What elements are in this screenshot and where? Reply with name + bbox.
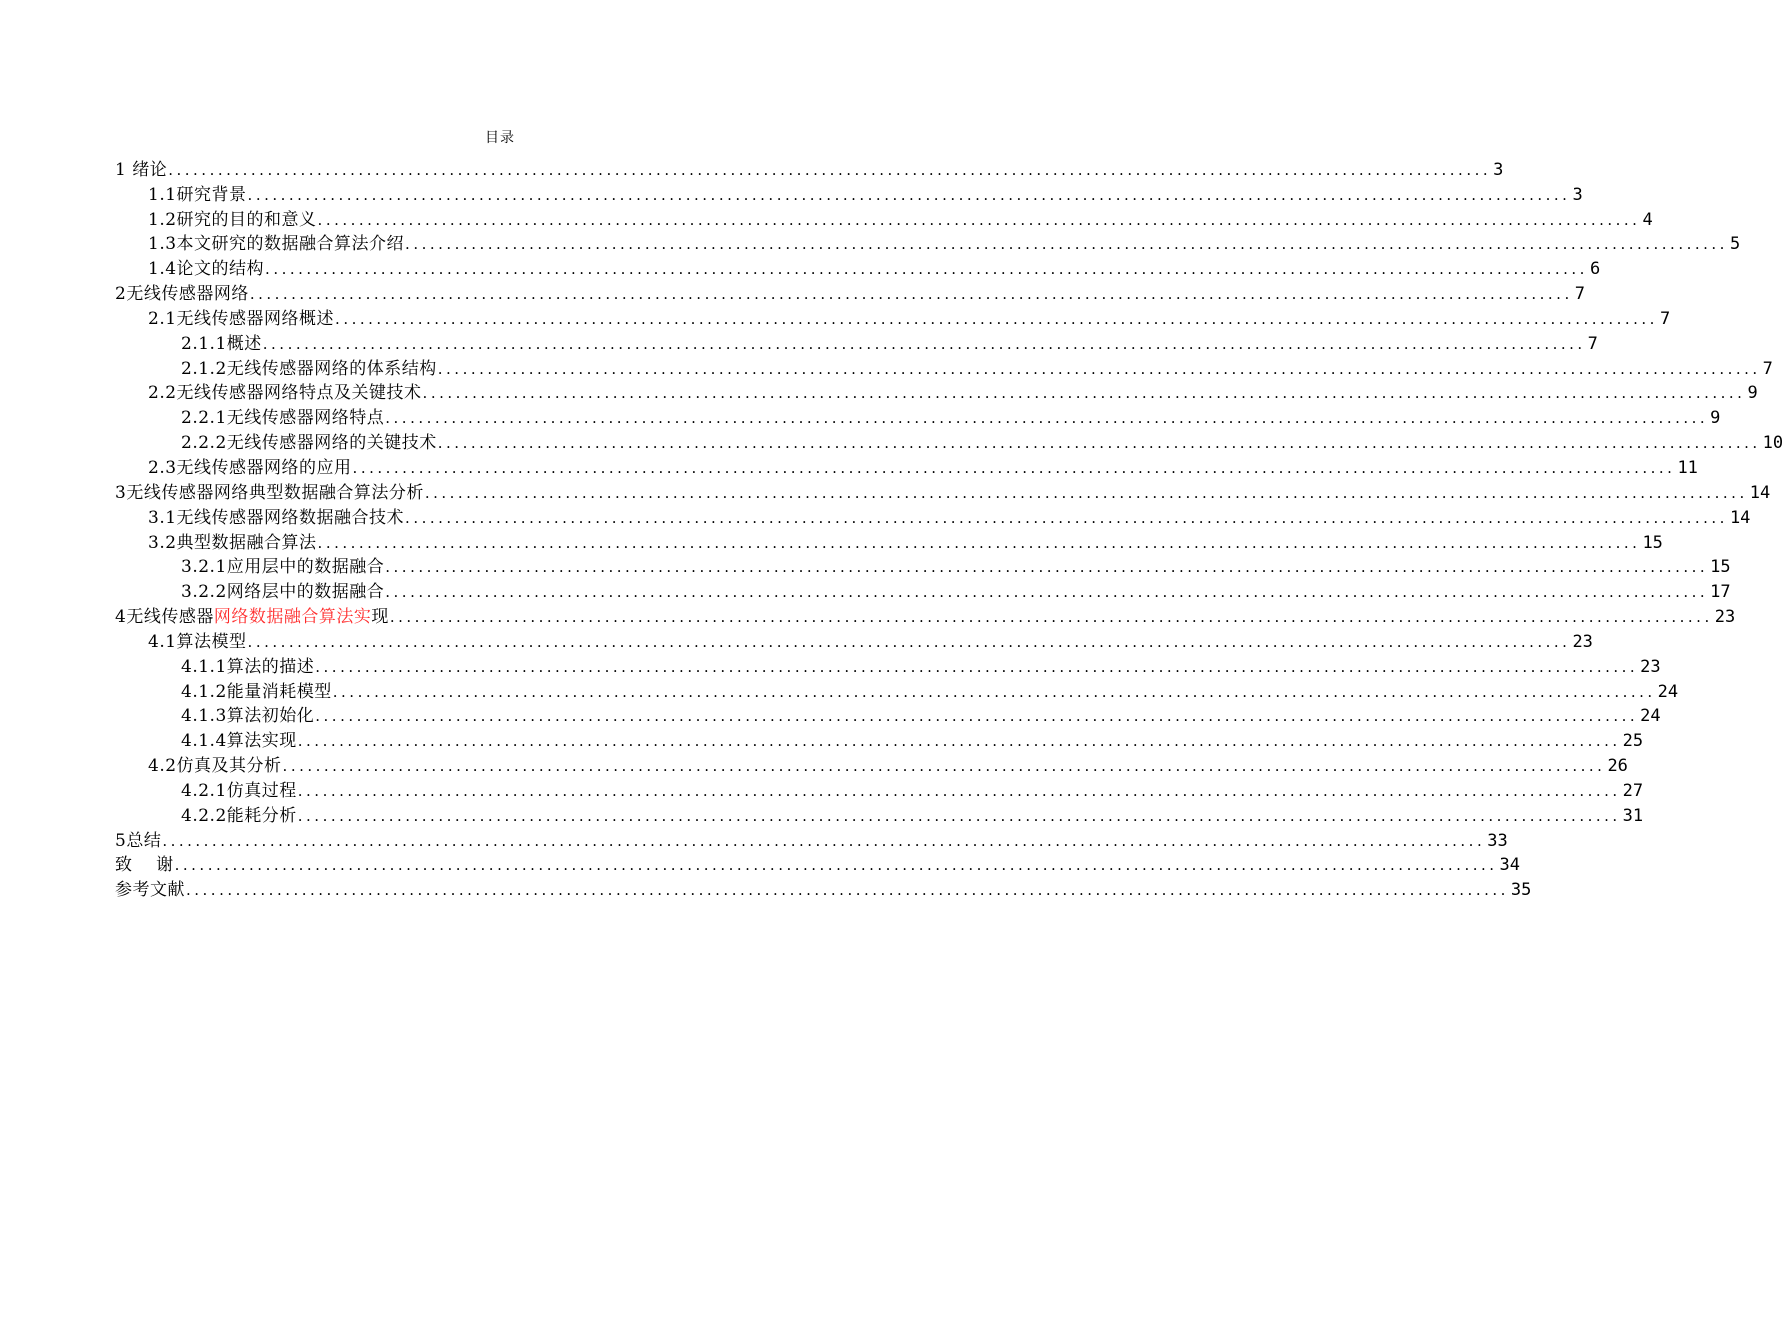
toc-leader-dots: ................................................................................................................................................................ (247, 632, 1571, 651)
toc-entry-label-highlight: 网络数据融合算法实 (213, 607, 372, 628)
toc-entry-label: 1.2研究的目的和意义 (148, 209, 317, 230)
toc-leader-dots: ................................................................................................................................................................ (265, 260, 1588, 279)
toc-entry-label: 4.1.3算法初始化 (181, 706, 315, 727)
toc-page-number: 35 (1510, 880, 1532, 901)
toc-entry[interactable] (115, 207, 1653, 232)
toc-page-number: 34 (1499, 855, 1520, 876)
toc-entry-label: 5总结 (115, 830, 162, 851)
toc-page-number: 7 (1762, 358, 1773, 379)
toc-page-number: 3 (1572, 184, 1583, 205)
toc-entry[interactable] (115, 430, 1783, 455)
toc-entry-label: 3.2.2网络层中的数据融合 (181, 582, 385, 603)
toc-entry[interactable] (115, 704, 1661, 729)
toc-page-number: 3 (1493, 159, 1504, 180)
toc-entry[interactable] (115, 728, 1644, 753)
toc-leader-dots: ................................................................................................................................................................ (437, 434, 1761, 453)
toc-entry-label-part: 现 (371, 607, 389, 628)
toc-leader-dots: ................................................................................................................................................................ (315, 657, 1639, 676)
toc-leader-dots: ................................................................................................................................................................ (385, 583, 1709, 602)
toc-entry[interactable] (115, 256, 1601, 281)
toc-leader-dots: ................................................................................................................................................................ (174, 856, 1498, 875)
toc-entry-label: 4.1.2能量消耗模型 (181, 681, 332, 702)
toc-entry[interactable] (115, 381, 1758, 406)
toc-leader-dots: ................................................................................................................................................................ (385, 558, 1709, 577)
toc-entry-label: 致 谢 (115, 855, 174, 876)
page-title: 目录 (485, 130, 515, 146)
toc-entry[interactable] (115, 604, 1736, 629)
toc-entry-label: 1.4论文的结构 (148, 259, 265, 280)
toc-entry-label: 2.3无线传感器网络的应用 (148, 457, 352, 478)
toc-entry-label: 4.2.2能耗分析 (181, 805, 297, 826)
toc-leader-dots: ................................................................................................................................................................ (335, 309, 1658, 328)
toc-page-number: 11 (1677, 457, 1698, 478)
toc-entry-label: 4.2.1仿真过程 (181, 780, 297, 801)
toc-leader-dots: ................................................................................................................................................................ (262, 334, 1586, 353)
toc-entry-label: 3.2典型数据融合算法 (148, 532, 317, 553)
toc-entry[interactable] (115, 356, 1773, 381)
toc-page-number: 9 (1710, 408, 1721, 429)
toc-entry-label: 3.1无线传感器网络数据融合技术 (148, 507, 405, 528)
toc-page-number: 14 (1729, 507, 1751, 528)
toc-page-number: 5 (1729, 234, 1741, 255)
toc-page-number: 7 (1587, 333, 1598, 354)
toc-leader-dots: ................................................................................................................................................................ (437, 359, 1761, 378)
toc-page-number: 6 (1589, 259, 1601, 280)
toc-page-number: 17 (1710, 582, 1731, 603)
toc-page-number: 23 (1714, 607, 1736, 628)
toc-entry[interactable] (115, 853, 1520, 878)
toc-leader-dots: ................................................................................................................................................................ (297, 732, 1621, 751)
toc-page-number: 33 (1487, 830, 1508, 851)
toc-leader-dots: ................................................................................................................................................................ (332, 682, 1656, 701)
toc-page-number: 27 (1622, 780, 1644, 801)
toc-entry-label: 1 绪论 (115, 159, 168, 180)
toc-entry[interactable] (115, 828, 1508, 853)
toc-entry-label-part: 4无线传感器 (115, 607, 214, 628)
toc-leader-dots: ................................................................................................................................................................ (317, 210, 1641, 229)
toc-leader-dots: ................................................................................................................................................................ (186, 881, 1509, 900)
toc-entry[interactable] (115, 679, 1679, 704)
toc-entry[interactable] (115, 753, 1628, 778)
toc-page-number: 24 (1657, 681, 1679, 702)
toc-leader-dots: ................................................................................................................................................................ (168, 160, 1492, 179)
toc-page-number: 7 (1574, 284, 1585, 305)
toc-entry[interactable] (115, 182, 1583, 207)
toc-leader-dots: ................................................................................................................................................................ (389, 608, 1713, 627)
toc-leader-dots: ................................................................................................................................................................ (424, 483, 1748, 502)
toc-page-number: 9 (1747, 383, 1758, 404)
toc-entry[interactable] (115, 778, 1644, 803)
toc-entry[interactable] (115, 579, 1731, 604)
toc-entry-label: 2.1.2无线传感器网络的体系结构 (181, 358, 437, 379)
toc-leader-dots: ................................................................................................................................................................ (317, 533, 1641, 552)
toc-entry-label: 2.1无线传感器网络概述 (148, 308, 335, 329)
toc-page-number: 26 (1607, 756, 1628, 777)
toc-page-number: 23 (1572, 631, 1593, 652)
toc-page-number: 24 (1640, 706, 1661, 727)
toc-entry[interactable] (115, 306, 1671, 331)
toc-entry[interactable] (115, 157, 1504, 182)
toc-entry-label: 3无线传感器网络典型数据融合算法分析 (115, 482, 424, 503)
toc-entry[interactable] (115, 654, 1661, 679)
toc-entry-label: 参考文献 (115, 880, 185, 901)
toc-leader-dots: ................................................................................................................................................................ (162, 831, 1486, 850)
toc-page-number: 15 (1642, 532, 1663, 553)
toc-entry[interactable] (115, 803, 1644, 828)
toc-entry-label: 4.2仿真及其分析 (148, 756, 282, 777)
toc-page-number: 23 (1640, 656, 1661, 677)
toc-page-number: 7 (1659, 308, 1671, 329)
toc-leader-dots: ................................................................................................................................................................ (282, 757, 1606, 776)
toc-entry-label: 4.1算法模型 (148, 631, 247, 652)
toc-leader-dots: ................................................................................................................................................................ (352, 458, 1676, 477)
toc-leader-dots: ................................................................................................................................................................ (247, 185, 1571, 204)
toc-page-number: 25 (1622, 731, 1644, 752)
toc-entry-label: 1.3本文研究的数据融合算法介绍 (148, 234, 405, 255)
toc-entry-label: 2.1.1概述 (181, 333, 262, 354)
toc-leader-dots: ................................................................................................................................................................ (315, 707, 1639, 726)
toc-entry[interactable] (115, 232, 1741, 257)
toc-leader-dots: ................................................................................................................................................................ (249, 285, 1573, 304)
toc-entry[interactable] (115, 281, 1585, 306)
toc-entry-label: 3.2.1应用层中的数据融合 (181, 557, 385, 578)
toc-entry-label: 2.2无线传感器网络特点及关键技术 (148, 383, 422, 404)
toc-leader-dots: ................................................................................................................................................................ (405, 235, 1728, 254)
toc-entry-label: 1.1研究背景 (148, 184, 247, 205)
toc-entry[interactable] (115, 405, 1721, 430)
toc-entry[interactable] (115, 530, 1663, 555)
toc-leader-dots: ................................................................................................................................................................ (422, 384, 1746, 403)
toc-page-number: 10 (1762, 433, 1783, 454)
toc-entry-label (115, 605, 389, 629)
toc-entry-label: 2无线传感器网络 (115, 284, 249, 305)
toc-entry[interactable] (115, 629, 1593, 654)
toc-entry-label: 2.2.2无线传感器网络的关键技术 (181, 433, 437, 454)
toc-entry[interactable] (115, 480, 1771, 505)
toc-leader-dots: ................................................................................................................................................................ (297, 806, 1621, 825)
toc-page-number: 15 (1710, 557, 1731, 578)
toc-page-number: 4 (1642, 209, 1653, 230)
toc-page-number: 14 (1749, 482, 1771, 503)
toc-entry[interactable] (115, 877, 1532, 902)
toc-entry[interactable] (115, 331, 1598, 356)
toc-leader-dots: ................................................................................................................................................................ (297, 781, 1621, 800)
toc-entry-label: 4.1.1算法的描述 (181, 656, 315, 677)
toc-entry[interactable] (115, 505, 1751, 530)
toc-page-number: 31 (1622, 805, 1644, 826)
toc-entry[interactable] (115, 455, 1698, 480)
toc-entry-label: 4.1.4算法实现 (181, 731, 297, 752)
toc-leader-dots: ................................................................................................................................................................ (385, 409, 1709, 428)
toc-entry[interactable] (115, 555, 1731, 580)
table-of-contents (115, 157, 1783, 902)
toc-entry-label: 2.2.1无线传感器网络特点 (181, 408, 385, 429)
toc-leader-dots: ................................................................................................................................................................ (405, 508, 1728, 527)
